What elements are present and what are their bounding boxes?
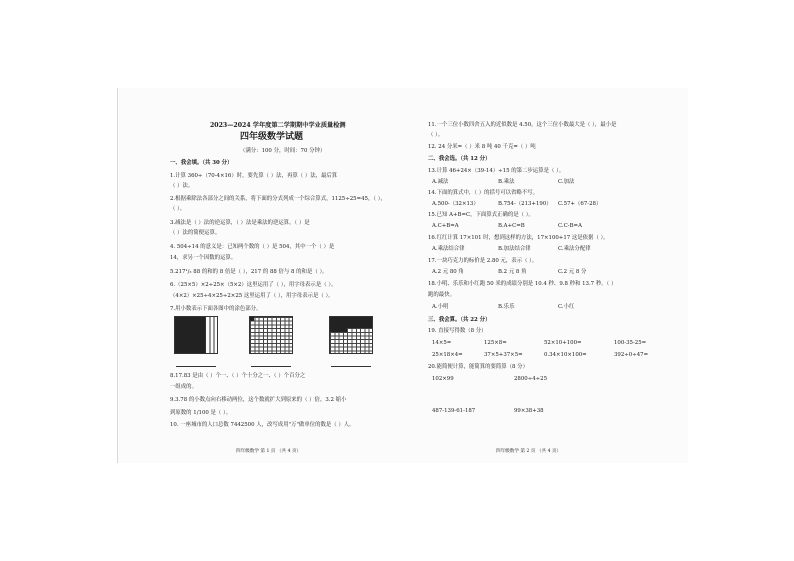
school-title: 2023—2024 学年度第二学期期中学业质量检测 bbox=[210, 122, 346, 129]
oral-calc-item: 125×8= bbox=[484, 340, 507, 346]
question-6-line-1: 6.（25×5）×2÷25×（5×2）这里运用了（ ），用字母表示是（ ）。 bbox=[170, 282, 337, 288]
option-b: B.乘法 bbox=[498, 179, 515, 185]
question-9-line-2: 到原数的 1/100 是（ ）。 bbox=[170, 410, 232, 416]
section-three-heading: 三、我会算。（共 22 分） bbox=[428, 317, 491, 323]
answer-blank-1 bbox=[176, 366, 216, 367]
oral-calc-item: 392÷0÷47= bbox=[614, 352, 649, 358]
option-a: A.500-（32×13） bbox=[432, 201, 479, 207]
option-c: C.乘法分配律 bbox=[558, 246, 591, 252]
question-2-line-1: 2.根据乘除法各部分之间的关系，将下面的分式列成一个综合算式，1125÷25=45，（ ）， bbox=[170, 196, 386, 202]
question-19: 19. 直接写得数（8 分） bbox=[428, 328, 487, 334]
question-4-line-2: 14，求另一个因数的运算。 bbox=[170, 255, 237, 261]
question-1-line-2: （ ）法。 bbox=[170, 183, 194, 189]
oral-calc-item: 0.34×10×100= bbox=[544, 352, 587, 358]
option-a: A.乘法结合律 bbox=[432, 246, 465, 252]
question-16: 16.红红计算 17×101 时，想到这样的方法，17×100+17 这是依据（ ）。 bbox=[428, 235, 609, 241]
decimal-figure-hundredths-1 bbox=[249, 316, 293, 354]
option-b: B.754-（213+190） bbox=[498, 201, 552, 207]
page-one bbox=[118, 88, 403, 463]
question-6-line-2: （4×2）×25÷4×25÷2×25 这里运用了（ ），用字母表示是（ ）。 bbox=[170, 293, 334, 299]
shaded-area bbox=[175, 317, 205, 353]
exam-title: 四年级数学试题 bbox=[240, 132, 304, 142]
question-13: 13.计算 46+24×（39-14）÷15 的第二步运算是（ ）。 bbox=[428, 168, 565, 174]
shaded-area bbox=[330, 317, 372, 328]
question-7: 7.用小数表示下面各图中的涂色部分。 bbox=[170, 306, 262, 312]
shaded-area bbox=[330, 328, 347, 332]
option-c: C.C-B=A bbox=[558, 223, 582, 229]
answer-blank-2 bbox=[251, 366, 291, 367]
option-c: C.57+（67-28） bbox=[558, 201, 602, 207]
option-c: C.2 元 8 分 bbox=[558, 269, 587, 275]
calc-item: 2800÷4÷25 bbox=[514, 376, 548, 382]
decimal-figure-tenths bbox=[174, 316, 218, 354]
question-4-line-1: 4. 504÷14 的意义是：已知两个数的（ ）是 504，其中一个（ ）是 bbox=[170, 244, 335, 250]
option-c: C.加法 bbox=[558, 179, 575, 185]
option-b: B.乐乐 bbox=[498, 304, 515, 310]
question-1-line-1: 1.计算 360÷（70-4×16）时，要先算（ ）法，再算（ ）法，最后算 bbox=[170, 173, 338, 179]
page-footer: 四年级数学 第 1 页 （共 4 页） bbox=[236, 449, 302, 454]
oral-calc-item: 14×5= bbox=[432, 340, 452, 346]
oral-calc-item: 52×10+100= bbox=[544, 340, 582, 346]
exam-sheet bbox=[117, 88, 688, 463]
calc-item: 99×38+38 bbox=[514, 408, 544, 414]
question-11-line-2: （ ）。 bbox=[428, 132, 444, 138]
question-2-line-2: （ ）。 bbox=[170, 206, 186, 212]
option-b: B.加法结合律 bbox=[498, 246, 531, 252]
page-footer: 四年级数学 第 2 页 （共 4 页） bbox=[496, 449, 562, 454]
question-9-line-1: 9.3.78 的小数点向右移动两位，这个数就扩大到原来的（ ）倍，3.2 缩小 bbox=[170, 397, 347, 403]
calc-item: 487-139-61-187 bbox=[432, 408, 476, 414]
option-c: C.小红 bbox=[558, 304, 575, 310]
question-20: 20.能简便计算，能简算的要简算（8 分） bbox=[428, 364, 528, 370]
option-a: A.2 元 80 角 bbox=[432, 269, 464, 275]
decimal-figure-hundredths-2 bbox=[329, 316, 373, 354]
question-8-line-2: 一组成的。 bbox=[170, 384, 197, 390]
calc-item: 102×99 bbox=[432, 376, 454, 382]
option-b: B.2 元 8 角 bbox=[498, 269, 527, 275]
page-two bbox=[418, 88, 688, 463]
question-8-line-1: 8.17.83 是由（ ）个一、（ ）个十分之一、（ ）个百分之 bbox=[170, 373, 306, 379]
oral-calc-item: 25×18×4= bbox=[432, 352, 463, 358]
question-14: 14.下面的算式中，（ ）的括号可以省略不写。 bbox=[428, 190, 539, 196]
exam-info: （满分：100 分，时间：70 分钟） bbox=[240, 148, 326, 154]
option-b: B.A+C=B bbox=[498, 223, 525, 229]
option-a: A.小明 bbox=[432, 304, 449, 310]
question-10: 10. 一座城市的人口总数 7442500 人，改写成用"万"做单位的数是（ ）人。 bbox=[170, 422, 355, 428]
question-3-line-2: （ ）法的简便运算。 bbox=[170, 230, 221, 236]
question-3-line-1: 3.减法是（ ）法的逆运算，（ ）法是乘法的逆运算，（ ）是 bbox=[170, 220, 310, 226]
question-18-line-1: 18.小明、乐乐和小红跑 50 米的成绩分别是 10.4 秒、9.8 秒和 13.7 秒。（ ） bbox=[428, 281, 617, 287]
question-5: 5.217¹/₃ 88 的和的 8 倍是（ ），217 的 88 倍与 8 的和是（ ）。 bbox=[170, 269, 328, 275]
option-a: A.C+B=A bbox=[432, 223, 459, 229]
section-one-heading: 一、我会填。（共 30 分） bbox=[170, 160, 233, 166]
question-15: 15.已知 A+B=C，下面算式正确的是（ ）。 bbox=[428, 212, 534, 218]
oral-calc-item: 37×5+37×5= bbox=[484, 352, 523, 358]
question-18-line-2: 跑的最快。 bbox=[428, 292, 455, 298]
section-two-heading: 二、我会选。（共 12 分） bbox=[428, 156, 491, 162]
question-12: 12. 24 分米=（ ）米 8 吨 40 千克=（ ）吨 bbox=[428, 144, 536, 150]
shaded-area bbox=[250, 317, 254, 321]
question-11-line-1: 11.一个三位小数四舍五入的近似数是 4.50，这个三位小数最大是（ ），最小是 bbox=[428, 122, 617, 128]
answer-blank-3 bbox=[331, 366, 371, 367]
option-a: A.减法 bbox=[432, 179, 449, 185]
question-17: 17.一块巧克力的标价是 2.80 元，表示（ ）。 bbox=[428, 258, 538, 264]
oral-calc-item: 100-35-25= bbox=[614, 340, 647, 346]
